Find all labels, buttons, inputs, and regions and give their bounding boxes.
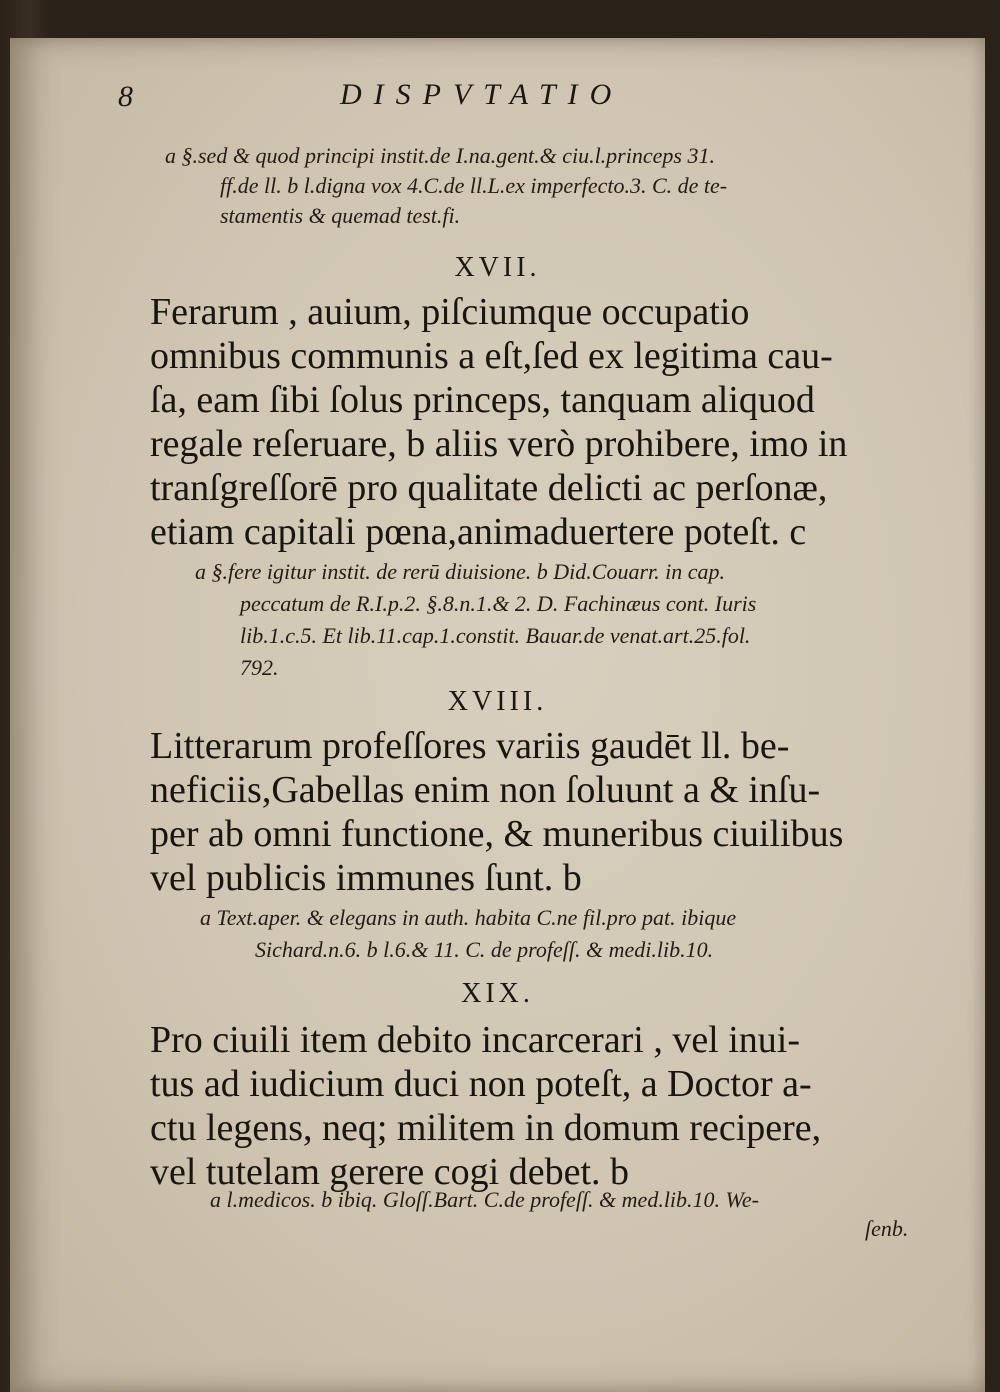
text-line: regale reſeruare, b aliis verò prohibere, imo in [150,423,848,465]
text-line: etiam capitali pœna,animaduertere poteſt. c [150,511,807,553]
text-line: omnibus communis a eſt,ſed ex legitima cau- [150,335,833,377]
section-heading: XVIII. [447,686,548,717]
page-header [10,78,985,118]
section-heading: XIX. [461,978,534,1009]
page [10,38,985,1392]
footnote-line: a Text.aper. & elegans in auth. habita C.ne fil.pro pat. ibique [200,905,737,930]
text-line: vel publicis immunes ſunt. b [150,857,582,899]
footnote-line: 792. [240,655,279,680]
page-number: 8 [118,80,133,113]
text-line: tus ad iudicium duci non poteſt, a Doctor a- [150,1063,812,1105]
footnote-line: peccatum de R.I.p.2. §.8.n.1.& 2. D. Fachinæus cont. Iuris [240,591,757,616]
text-line: tranſgreſſorē pro qualitate delicti ac perſonæ, [150,467,828,509]
footnote-line: Sichard.n.6. b l.6.& 11. C. de profeſſ. & medi.lib.10. [255,937,714,962]
footnote-line: lib.1.c.5. Et lib.11.cap.1.constit. Bauar.de venat.art.25.fol. [240,623,751,648]
text-line: ſa, eam ſibi ſolus princeps, tanquam aliquod [150,379,815,421]
footnote-line: ff.de ll. b l.digna vox 4.C.de ll.L.ex imperfecto.3. C. de te- [220,173,728,198]
paragraph [150,724,910,900]
text-line: Litterarum profeſſores variis gaudēt ll. be- [150,725,790,767]
footnote-line: a §.fere igitur instit. de rerū diuisione. b Did.Couarr. in cap. [195,559,726,584]
text-line: ctu legens, neq; militem in domum recipere, [150,1107,822,1149]
paragraph [150,1018,910,1194]
text-line: vel tutelam gerere cogi debet. b [150,1151,630,1193]
text-line: per ab omni functione, & muneribus ciuilibus [150,813,844,855]
footnote-line: a §.sed & quod principi instit.de I.na.gent.& ciu.l.princeps 31. [165,143,715,168]
text-line: Ferarum , auium, piſciumque occupatio [150,291,750,333]
footnote-line: stamentis & quemad test.fi. [220,203,461,228]
paragraph [150,290,910,554]
footnote-line: a l.medicos. b ibiq. Gloſſ.Bart. C.de profeſſ. & med.lib.10. We- [210,1187,759,1212]
text-line: Pro ciuili item debito incarcerari , vel inui- [150,1019,801,1061]
section-heading: XVII. [454,252,541,283]
running-title: DISPVTATIO [340,78,624,111]
catchword: ſenb. [865,1216,909,1241]
text-line: neficiis,Gabellas enim non ſoluunt a & inſu- [150,769,821,811]
